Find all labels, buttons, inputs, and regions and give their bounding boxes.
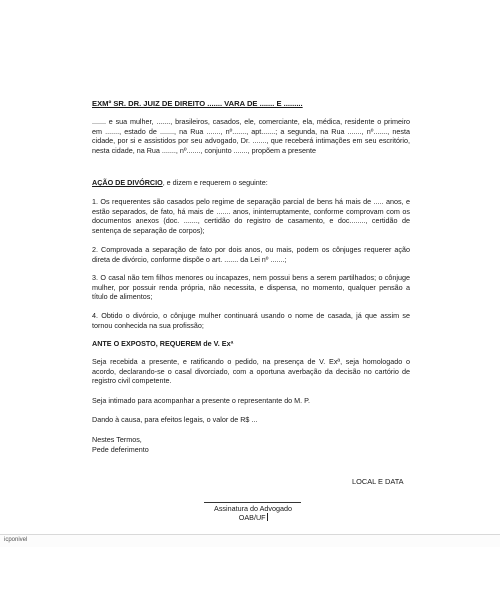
signature-label: Assinatura do Advogado (214, 504, 292, 513)
footer-bar (0, 534, 500, 547)
request-title: ANTE O EXPOSTO, REQUEREM de V. Exª (92, 339, 234, 348)
signature-line (204, 502, 301, 503)
court-header (92, 99, 303, 108)
closing-line-2: Pede deferimento (92, 445, 149, 454)
action-rest: , e dizem e requerem o seguinte: (162, 178, 268, 187)
local-date: LOCAL E DATA (352, 477, 404, 486)
intro-paragraph: ....... e sua mulher, ......., brasileiros, casados, ele, comerciante, ela, médica, residente o primeiro em ......., estado de ......., na Rua ......., nº......., apt.......; a segunda, na Rua ......., nº......., nesta cidade, por si e assistidos por seu advogado, Dr. ......., que receberá intimações em seu escritório, nesta cidade, na Rua ......., nº......., conjunto ......., propõem a presente (92, 117, 410, 155)
item-4: 4. Obtido o divórcio, o cônjuge mulher continuará usando o nome de casada, já que assim se tornou conhecida na sua profissão; (92, 311, 410, 330)
action-title: AÇÃO DE DIVÓRCIO (92, 178, 163, 187)
oab-text: OAB/UF (238, 513, 266, 522)
footer-label: icponivel (4, 537, 28, 543)
summon-paragraph: Seja intimado para acompanhar a presente o representante do M. P. (92, 396, 311, 405)
oab-line (198, 513, 308, 522)
value-paragraph: Dando à causa, para efeitos legais, o valor de R$ ... (92, 415, 258, 424)
item-1: 1. Os requerentes são casados pelo regime de separação parcial de bens há mais de ..... anos, e estão separados, de fato, há mais de ....... anos, ininterruptamente, conforme comprovam com os documentos anexos (doc. ......., certidão do registro de casamento, e doc........, certidão de sentença de separação de corpos); (92, 197, 410, 235)
item-2: 2. Comprovada a separação de fato por dois anos, ou mais, podem os cônjuges requerer ação direta de divórcio, conforme dispõe o art. ....... da Lei nº .......; (92, 245, 410, 264)
action-paragraph (92, 178, 410, 188)
item-3: 3. O casal não tem filhos menores ou incapazes, nem possui bens a serem partilhados; o cônjuge mulher, por possuir renda própria, não necessita, e dispensa, no momento, qualquer pensão a título de alimentos; (92, 273, 410, 301)
court-header-text: EXMº SR. DR. JUIZ DE DIREITO ....... VARA DE ....... E ......... (92, 99, 303, 108)
request-paragraph: Seja recebida a presente, e ratificando o pedido, na presença de V. Exª, seja homologado o acordo, declarando-se o casal divorciado, com a oportuna averbação da decisão no cartório de registro civil competente. (92, 357, 410, 385)
closing-line-1: Nestes Termos, (92, 435, 142, 444)
text-cursor (267, 513, 268, 521)
